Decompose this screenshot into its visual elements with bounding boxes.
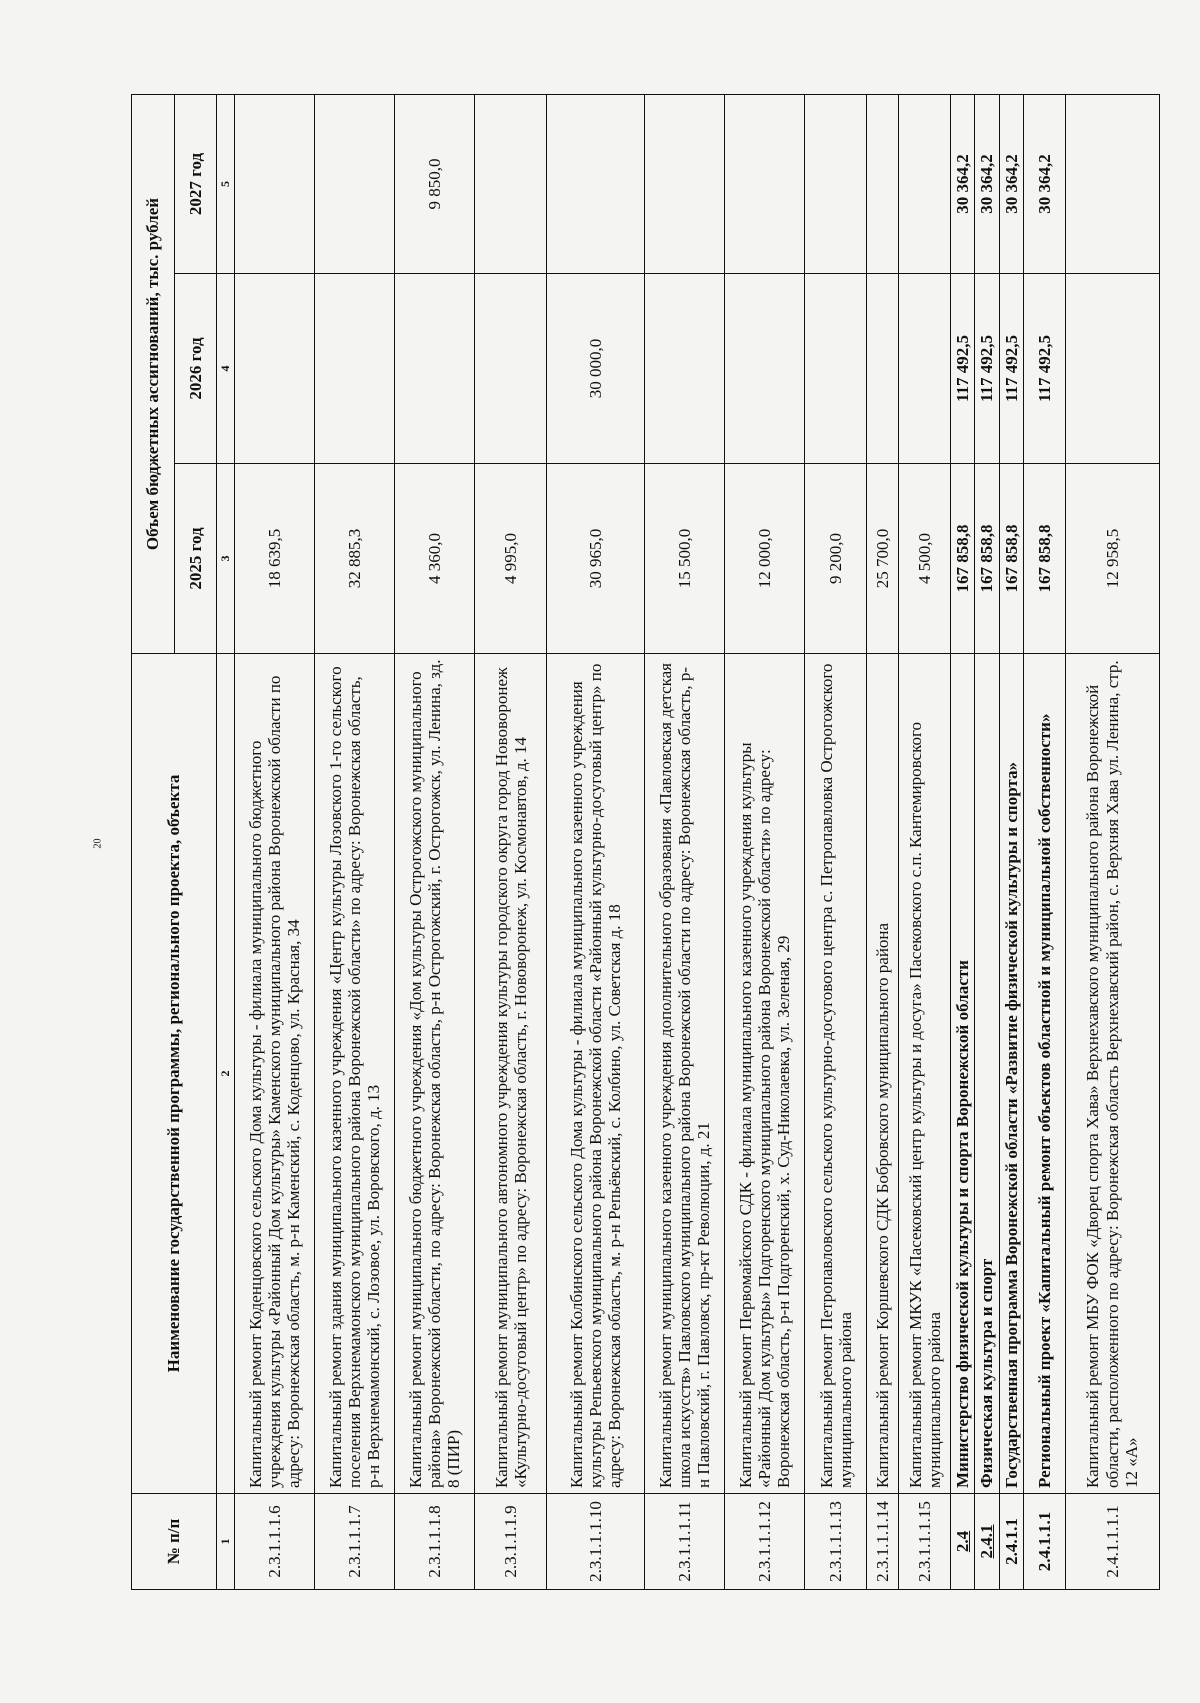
- page-number: 20: [92, 838, 104, 849]
- value-2027: [235, 94, 315, 273]
- value-2026: 117 492,5: [975, 274, 999, 464]
- table-row: [951, 94, 975, 1589]
- value-2025: 167 858,8: [1023, 464, 1065, 654]
- value-2027: 9 850,0: [395, 94, 475, 273]
- table-body: [235, 94, 1159, 1589]
- row-name: Региональный проект «Капитальный ремонт объектов областной и муниципальной собственности»: [1023, 654, 1065, 1494]
- header-budget: Объем бюджетных ассигнований, тыс. рублей: [132, 94, 175, 653]
- value-2026: 117 492,5: [999, 274, 1023, 464]
- value-2025: 25 700,0: [867, 464, 899, 654]
- table-row: [805, 94, 867, 1589]
- row-name: Капитальный ремонт Коденцовского сельского Дома культуры - филиала муниципального бюджетного учреждения культуры «Районный Дом культуры» Каменского муниципального района Воронежской области по адресу: Воронежская область, м. р-н Каменский, с. Коденцово, ул. Красная, 34: [235, 654, 315, 1494]
- row-name: Капитальный ремонт Первомайского СДК - филиала муниципального казенного учреждения культуры «Районный Дом культуры» Подгоренского муниципального района Воронежской области» по адресу: Воронежская область, р-н Подгоренский, х. Суд-Николаевка, ул. Зеленая, 29: [725, 654, 805, 1494]
- value-2025: 12 958,5: [1065, 464, 1159, 654]
- table-row: [975, 94, 999, 1589]
- value-2026: [645, 274, 725, 464]
- value-2027: 30 364,2: [1023, 94, 1065, 273]
- row-number: 2.3.1.1.1.10: [547, 1494, 645, 1590]
- column-index-5: 5: [217, 94, 235, 273]
- table-row: [315, 94, 395, 1589]
- value-2025: 32 885,3: [315, 464, 395, 654]
- row-name: Государственная программа Воронежской области «Развитие физической культуры и спорта»: [999, 654, 1023, 1494]
- value-2025: 4 995,0: [475, 464, 547, 654]
- row-number: 2.4.1.1: [999, 1494, 1023, 1590]
- table-row: [867, 94, 899, 1589]
- value-2027: 30 364,2: [951, 94, 975, 273]
- column-index-2: 2: [217, 654, 235, 1494]
- row-number: 2.3.1.1.1.7: [315, 1494, 395, 1590]
- budget-table: [131, 94, 1160, 1590]
- value-2026: [867, 274, 899, 464]
- row-number: 2.3.1.1.1.11: [645, 1494, 725, 1590]
- value-2026: [235, 274, 315, 464]
- table-row: [1065, 94, 1159, 1589]
- value-2027: [1065, 94, 1159, 273]
- row-number: 2.3.1.1.1.6: [235, 1494, 315, 1590]
- value-2026: [475, 274, 547, 464]
- value-2027: 30 364,2: [975, 94, 999, 273]
- row-name: Капитальный ремонт здания муниципального казенного учреждения «Центр культуры Лозовского 1-го сельского поселения Верхнемамонского муниципального района Воронежской области» по адресу: Воронежская область, р-н Верхнемамонский, с. Лозовое, ул. Воровского, д. 13: [315, 654, 395, 1494]
- value-2027: [475, 94, 547, 273]
- row-name: Физическая культура и спорт: [975, 654, 999, 1494]
- row-number: 2.3.1.1.1.12: [725, 1494, 805, 1590]
- row-name: Капитальный ремонт МБУ ФОК «Дворец спорта Хава» Верхнехавского муниципального района Воронежской области, расположенного по адресу: Воронежская область Верхнехавский район, с. Верхняя Хава ул. Ленина, стр. 12 «А»: [1065, 654, 1159, 1494]
- value-2025: 18 639,5: [235, 464, 315, 654]
- row-name: Капитальный ремонт муниципального казенного учреждения дополнительного образования «Павловская детская школа искусств» Павловского муниципального района Воронежской области по адресу: Воронежская область, р-н Павловский, г. Павловск, пр-кт Революции, д. 21: [645, 654, 725, 1494]
- value-2026: [315, 274, 395, 464]
- column-index-1: 1: [217, 1494, 235, 1590]
- column-index-3: 3: [217, 464, 235, 654]
- row-number: 2.4.1.1.1: [1023, 1494, 1065, 1590]
- value-2026: 30 000,0: [547, 274, 645, 464]
- table-row: [725, 94, 805, 1589]
- value-2027: [547, 94, 645, 273]
- header-year-2026: 2026 год: [174, 274, 217, 464]
- value-2027: [899, 94, 951, 273]
- row-name: Капитальный ремонт муниципального бюджетного учреждения «Дом культуры Острогожского муниципального района» Воронежской области, по адресу: Воронежская область, р-н Острогожский, г. Острогожск, ул. Ленина, зд. 8 (ПИР): [395, 654, 475, 1494]
- value-2027: 30 364,2: [999, 94, 1023, 273]
- column-index-4: 4: [217, 274, 235, 464]
- value-2026: [899, 274, 951, 464]
- header-year-2027: 2027 год: [174, 94, 217, 273]
- row-name: Капитальный ремонт Колбинского сельского Дома культуры - филиала муниципального казенного учреждения культуры Репьевского муниципального района Воронежской области «Районный культурно-досуговый центр» по адресу: Воронежская область, м. р-н Репьёвский, с. Колбино, ул. Советская д. 18: [547, 654, 645, 1494]
- value-2025: 167 858,8: [951, 464, 975, 654]
- value-2025: 167 858,8: [975, 464, 999, 654]
- row-number: 2.3.1.1.1.13: [805, 1494, 867, 1590]
- header-year-2025: 2025 год: [174, 464, 217, 654]
- value-2026: [395, 274, 475, 464]
- value-2025: 167 858,8: [999, 464, 1023, 654]
- table-row: [645, 94, 725, 1589]
- row-number: 2.4.1: [975, 1494, 999, 1590]
- value-2025: 9 200,0: [805, 464, 867, 654]
- value-2027: [645, 94, 725, 273]
- table-row: [475, 94, 547, 1589]
- value-2027: [867, 94, 899, 273]
- row-number: 2.3.1.1.1.8: [395, 1494, 475, 1590]
- value-2026: 117 492,5: [1023, 274, 1065, 464]
- row-name: Министерство физической культуры и спорта Воронежской области: [951, 654, 975, 1494]
- row-name: Капитальный ремонт муниципального автономного учреждения культуры городского округа город Нововоронеж «Культурно-досуговый центр» по адресу: Воронежская область, г. Нововоронеж, ул. Космонавтов, д. 14: [475, 654, 547, 1494]
- value-2025: 4 360,0: [395, 464, 475, 654]
- row-name: Капитальный ремонт МКУК «Пасековский центр культуры и досуга» Пасековского с.п. Кантемировского муниципального района: [899, 654, 951, 1494]
- table-row: [999, 94, 1023, 1589]
- table-row: [235, 94, 315, 1589]
- value-2027: [725, 94, 805, 273]
- value-2025: 12 000,0: [725, 464, 805, 654]
- value-2025: 4 500,0: [899, 464, 951, 654]
- row-number: 2.4: [951, 1494, 975, 1590]
- value-2025: 15 500,0: [645, 464, 725, 654]
- row-number: 2.3.1.1.1.14: [867, 1494, 899, 1590]
- value-2025: 30 965,0: [547, 464, 645, 654]
- table-row: [899, 94, 951, 1589]
- budget-table-sheet: [131, 95, 1141, 1590]
- value-2027: [315, 94, 395, 273]
- row-name: Капитальный ремонт Коршевского СДК Бобровского муниципального района: [867, 654, 899, 1494]
- value-2027: [805, 94, 867, 273]
- value-2026: [805, 274, 867, 464]
- table-row: [395, 94, 475, 1589]
- row-number: 2.3.1.1.1.15: [899, 1494, 951, 1590]
- value-2026: [725, 274, 805, 464]
- header-name: Наименование государственной программы, регионального проекта, объекта: [132, 654, 217, 1494]
- table-row: [1023, 94, 1065, 1589]
- value-2026: 117 492,5: [951, 274, 975, 464]
- value-2026: [1065, 274, 1159, 464]
- row-number: 2.3.1.1.1.9: [475, 1494, 547, 1590]
- row-name: Капитальный ремонт Петропавловского сельского культурно-досугового центра с. Петропавловка Острогожского муниципального района: [805, 654, 867, 1494]
- header-number: № п/п: [132, 1494, 217, 1590]
- table-row: [547, 94, 645, 1589]
- row-number: 2.4.1.1.1.1: [1065, 1494, 1159, 1590]
